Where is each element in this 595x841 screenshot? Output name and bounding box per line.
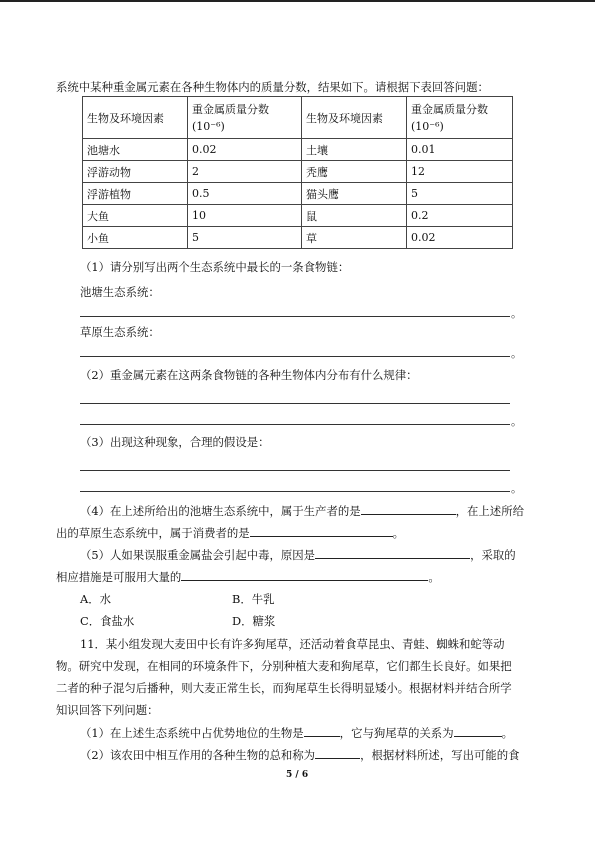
question-5-line1: [80, 547, 516, 562]
q11-1-text-a: （1）在上述生态系统中占优势地位的生物是: [80, 726, 304, 740]
q11-2-text-b: ，根据材料所述，写出可能的食: [360, 748, 520, 762]
table-cell: 大鱼: [83, 205, 188, 227]
header-line: 重金属质量分数: [411, 102, 488, 116]
table-cell: 5: [407, 183, 513, 205]
table-cell: 0.02: [407, 227, 513, 249]
period: 。: [511, 347, 522, 360]
grassland-label: 草原生态系统：: [80, 325, 160, 339]
table-row: [83, 161, 513, 183]
answer-line[interactable]: [80, 470, 510, 471]
q4-text-d: 。: [392, 526, 405, 540]
table-cell: 秃鹰: [302, 161, 407, 183]
table-cell: 鼠: [302, 205, 407, 227]
q11-1-text-c: 。: [501, 726, 513, 740]
table-row: [83, 227, 513, 249]
intro-text: 系统中某种重金属元素在各种生物体内的质量分数，结果如下。请根据下表回答问题：: [56, 80, 489, 94]
producer-blank[interactable]: [361, 503, 456, 515]
option-a: A．水: [80, 592, 112, 606]
table-cell: 土壤: [302, 139, 407, 161]
table-cell: 小鱼: [83, 227, 188, 249]
pond-label: 池塘生态系统：: [80, 285, 160, 299]
answer-line[interactable]: [80, 491, 510, 492]
table-row: [83, 183, 513, 205]
q11-sub2: [80, 747, 520, 762]
table-cell: 10: [188, 205, 302, 227]
table-cell: 0.5: [188, 183, 302, 205]
heavy-metal-table: [82, 96, 513, 249]
table-cell: 2: [188, 161, 302, 183]
table-cell: 池塘水: [83, 139, 188, 161]
q4-text-a: （4）在上述所给出的池塘生态系统中，属于生产者的是: [80, 504, 361, 518]
header-line: 重金属质量分数: [192, 102, 269, 116]
answer-line[interactable]: [80, 403, 510, 404]
relationship-blank[interactable]: [454, 725, 502, 737]
header-cell: [188, 97, 302, 139]
header-cell: 生物及环境因素: [83, 97, 188, 139]
table-cell: 0.02: [188, 139, 302, 161]
table-cell: 0.01: [407, 139, 513, 161]
q5-text-a: （5）人如果误服重金属盐会引起中毒，原因是: [80, 548, 316, 562]
header-cell: [407, 97, 513, 139]
q4-text-c: 出的草原生态系统中，属于消费者的是: [56, 526, 250, 540]
header-line: (10⁻⁶): [411, 119, 444, 133]
period: 。: [511, 482, 522, 495]
answer-line[interactable]: [80, 424, 510, 425]
option-b: B．牛乳: [232, 592, 275, 606]
option-c: C．食盐水: [80, 614, 135, 628]
table-row: [83, 139, 513, 161]
page-number: 5 / 6: [286, 770, 309, 780]
table-cell: 0.2: [407, 205, 513, 227]
option-d: D．糖浆: [232, 614, 276, 628]
header-cell: 生物及环境因素: [302, 97, 407, 139]
question-2: （2）重金属元素在这两条食物链的各种生物体内分布有什么规律：: [80, 368, 418, 382]
reason-blank[interactable]: [315, 547, 470, 559]
header-line: (10⁻⁶): [192, 119, 225, 133]
period: 。: [511, 307, 522, 320]
question-3: （3）出现这种现象，合理的假设是：: [80, 435, 270, 449]
q11-1-text-b: ，它与狗尾草的关系为: [339, 726, 454, 740]
question-4-line1: [80, 503, 524, 518]
q5-text-c: 相应措施是可服用大量的: [56, 570, 182, 584]
table-cell: 猫头鹰: [302, 183, 407, 205]
q11-line: 二者的种子混匀后播种，则大麦正常生长，而狗尾草生长得明显矮小。根据材料并结合所学: [56, 681, 512, 695]
table-cell: 12: [407, 161, 513, 183]
q11-line: 知识回答下列问题：: [56, 703, 159, 717]
table-cell: 浮游植物: [83, 183, 188, 205]
q5-text-b: ，采取的: [470, 548, 516, 562]
table-header-row: [83, 97, 513, 139]
consumer-blank[interactable]: [250, 525, 393, 537]
table-cell: 草: [302, 227, 407, 249]
top-rule: [0, 0, 595, 2]
period: 。: [511, 415, 522, 428]
answer-line[interactable]: [80, 356, 510, 357]
q5-text-d: 。: [428, 570, 440, 584]
answer-line[interactable]: [80, 316, 510, 317]
q11-line: 11．某小组发现大麦田中长有许多狗尾草，还活动着食草昆虫、青蛙、蜘蛛和蛇等动: [80, 637, 505, 651]
q11-line: 物。研究中发现，在相同的环境条件下，分别种植大麦和狗尾草，它们都生长良好。如果把: [56, 659, 512, 673]
q11-2-text-a: （2）该农田中相互作用的各种生物的总和称为: [80, 748, 316, 762]
question-4-line2: [56, 525, 404, 540]
q4-text-b: ，在上述所给: [455, 504, 524, 518]
table-row: [83, 205, 513, 227]
remedy-blank[interactable]: [181, 569, 428, 581]
table-cell: 浮游动物: [83, 161, 188, 183]
table-cell: 5: [188, 227, 302, 249]
question-5-line2: [56, 569, 440, 584]
dominant-blank[interactable]: [304, 725, 340, 737]
question-1: （1）请分别写出两个生态系统中最长的一条食物链：: [80, 260, 350, 274]
community-blank[interactable]: [315, 747, 360, 759]
q11-sub1: [80, 725, 513, 740]
